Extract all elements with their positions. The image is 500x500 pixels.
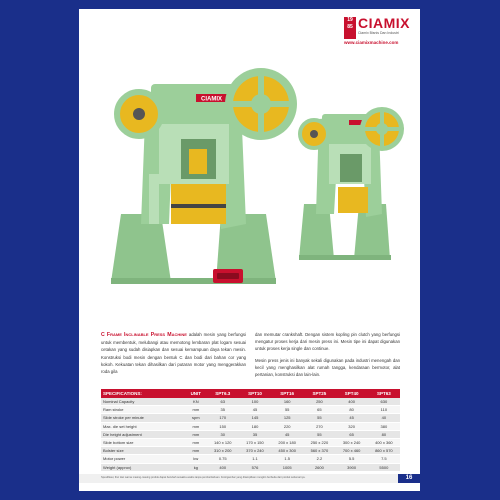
specifications-table — [101, 389, 400, 472]
spec-value-cell: 35 — [239, 430, 271, 438]
spec-label-cell: Nominal Capacity — [101, 398, 185, 406]
spec-value-cell: 45 — [239, 406, 271, 414]
table-row — [101, 455, 400, 463]
specifications-header-row — [101, 389, 400, 398]
large-press-machine-photo — [101, 64, 301, 294]
header-cell: SPT25 — [303, 389, 335, 398]
machine-nameplate: CIAMIX — [201, 96, 222, 103]
spec-value-cell: mm — [185, 438, 207, 446]
spec-value-cell: 270 — [303, 422, 335, 430]
description-right-p1: dan memutar crankshaft. Dengan sistem kopling pin clutch yang berfungsi mengatur proses kerja dari mesin press ini. Mesin tipe ini dapat digunakan untuk proses kerja single dan continue. — [255, 332, 400, 352]
spec-label-cell: Ram stroke — [101, 406, 185, 414]
spec-value-cell: 125 — [271, 414, 303, 422]
footer-disclaimer: Spesifikasi, fitur dan warna masing-masing produk dapat berubah sewaktu-waktu tanpa pemberitahuan. Foto/gambar yang ditampilkan mungkin berbeda dari produk sebenarnya. — [101, 476, 306, 479]
company-logo — [344, 15, 412, 49]
spec-value-cell: 400 x 360 — [368, 438, 400, 446]
spec-label-cell: Weight (approx) — [101, 463, 185, 471]
spec-value-cell: 250 — [303, 398, 335, 406]
spec-value-cell: 170 — [207, 414, 239, 422]
header-cell: UNIT — [185, 389, 207, 398]
spec-value-cell: 450 x 300 — [271, 447, 303, 455]
header-cell: SPT16 — [271, 389, 303, 398]
spec-value-cell: 1.5 — [271, 455, 303, 463]
header-cell: SPT10 — [239, 389, 271, 398]
spec-value-cell: mm — [185, 447, 207, 455]
spec-value-cell: 100 — [239, 398, 271, 406]
table-row — [101, 398, 400, 406]
spec-label-cell: Slide stroke per minute — [101, 414, 185, 422]
spec-label-cell: Max. die set height — [101, 422, 185, 430]
spec-value-cell: 55 — [271, 406, 303, 414]
header-cell: SPECIFICATIONS: — [101, 389, 185, 398]
spec-value-cell: 400 — [207, 463, 239, 471]
spec-value-cell: spm — [185, 414, 207, 422]
spec-value-cell: 7.5 — [368, 455, 400, 463]
spec-value-cell: 370 x 240 — [239, 447, 271, 455]
spec-label-cell: Die height adjustment — [101, 430, 185, 438]
spec-value-cell: 45 — [271, 430, 303, 438]
spec-value-cell: 55 — [303, 414, 335, 422]
spec-value-cell: 63 — [207, 398, 239, 406]
spec-value-cell: 160 — [271, 398, 303, 406]
brochure-page — [79, 9, 420, 491]
specifications-body — [101, 398, 400, 471]
spec-value-cell: 700 x 460 — [336, 447, 368, 455]
table-row — [101, 406, 400, 414]
spec-value-cell: kw — [185, 455, 207, 463]
description-right-p2: Mesin press jenis ini banyak sekali digunakan pada industri menengah dan kecil yang menghasilkan alat rumah tangga, kendaraan bermotor, alat pertanian, konstruksi dan lain-lain. — [255, 357, 400, 378]
spec-value-cell: 560 x 370 — [303, 447, 335, 455]
spec-value-cell: KN — [185, 398, 207, 406]
spec-value-cell: 40 — [368, 414, 400, 422]
logo-url: www.ciamixmachine.com — [344, 40, 399, 45]
spec-value-cell: 110 — [368, 406, 400, 414]
spec-value-cell: 630 — [368, 398, 400, 406]
spec-value-cell: 1005 — [271, 463, 303, 471]
small-press-machine-photo — [294, 99, 404, 269]
spec-value-cell: 200 x 180 — [271, 438, 303, 446]
product-name-highlight: C Frame Inclinable Press Machine — [101, 332, 187, 338]
spec-label-cell: Slide bottom size — [101, 438, 185, 446]
spec-value-cell: 3900 — [336, 463, 368, 471]
spec-value-cell: 150 — [207, 422, 239, 430]
spec-value-cell: 30 — [207, 430, 239, 438]
spec-value-cell: 55 — [303, 430, 335, 438]
spec-value-cell: 0.75 — [207, 455, 239, 463]
spec-value-cell: 1.1 — [239, 455, 271, 463]
spec-value-cell: 180 — [239, 422, 271, 430]
table-row — [101, 414, 400, 422]
table-row — [101, 422, 400, 430]
spec-value-cell: 400 — [336, 398, 368, 406]
spec-value-cell: mm — [185, 430, 207, 438]
spec-value-cell: 35 — [207, 406, 239, 414]
header-cell: SPT40 — [336, 389, 368, 398]
table-row — [101, 463, 400, 471]
spec-value-cell: 310 x 200 — [207, 447, 239, 455]
logo-badge: 19 85 — [344, 17, 356, 39]
table-row — [101, 430, 400, 438]
spec-value-cell: 860 x 570 — [368, 447, 400, 455]
spec-value-cell: 2.2 — [303, 455, 335, 463]
spec-label-cell: Motor power — [101, 455, 185, 463]
spec-value-cell: 65 — [303, 406, 335, 414]
spec-value-cell: 65 — [336, 430, 368, 438]
page-number: 16 — [398, 474, 420, 483]
spec-value-cell: 220 — [271, 422, 303, 430]
spec-value-cell: 380 — [368, 422, 400, 430]
header-cell: SPT63 — [368, 389, 400, 398]
logo-tagline: Ciamix Bisnis Dan Industri — [358, 31, 399, 35]
description-left — [101, 331, 246, 375]
spec-label-cell: Bolster size — [101, 447, 185, 455]
spec-value-cell: 140 x 120 — [207, 438, 239, 446]
spec-value-cell: 45 — [336, 414, 368, 422]
description-right — [255, 331, 400, 378]
table-row — [101, 438, 400, 446]
spec-value-cell: 5500 — [368, 463, 400, 471]
spec-value-cell: 576 — [239, 463, 271, 471]
spec-value-cell: 320 — [336, 422, 368, 430]
spec-value-cell: 5.5 — [336, 455, 368, 463]
spec-value-cell: 145 — [239, 414, 271, 422]
spec-value-cell: 80 — [336, 406, 368, 414]
spec-value-cell: 170 x 150 — [239, 438, 271, 446]
spec-value-cell: mm — [185, 422, 207, 430]
page-footer — [79, 474, 420, 483]
header-cell: SPT6.3 — [207, 389, 239, 398]
spec-value-cell: 300 x 240 — [336, 438, 368, 446]
logo-brand: CIAMIX — [358, 15, 410, 31]
table-row — [101, 447, 400, 455]
description-left-body: adalah mesin yang berfungsi untuk membentuk, melubangi atau memotong lembaran plat logam sesuai cetakan yang sudah disiapkan dan sesuai kemampuan daya tekan mesin. Konstruksi bodi mesin dengan bentuk C dan bodi dari bahan cor yang kokoh. Kekuatan tekan dihasilkan dari putaran motor yang menggerakkan roda gila — [101, 332, 246, 375]
spec-value-cell: kg — [185, 463, 207, 471]
spec-value-cell: 80 — [368, 430, 400, 438]
spec-value-cell: 2600 — [303, 463, 335, 471]
spec-value-cell: 250 x 220 — [303, 438, 335, 446]
spec-value-cell: mm — [185, 406, 207, 414]
